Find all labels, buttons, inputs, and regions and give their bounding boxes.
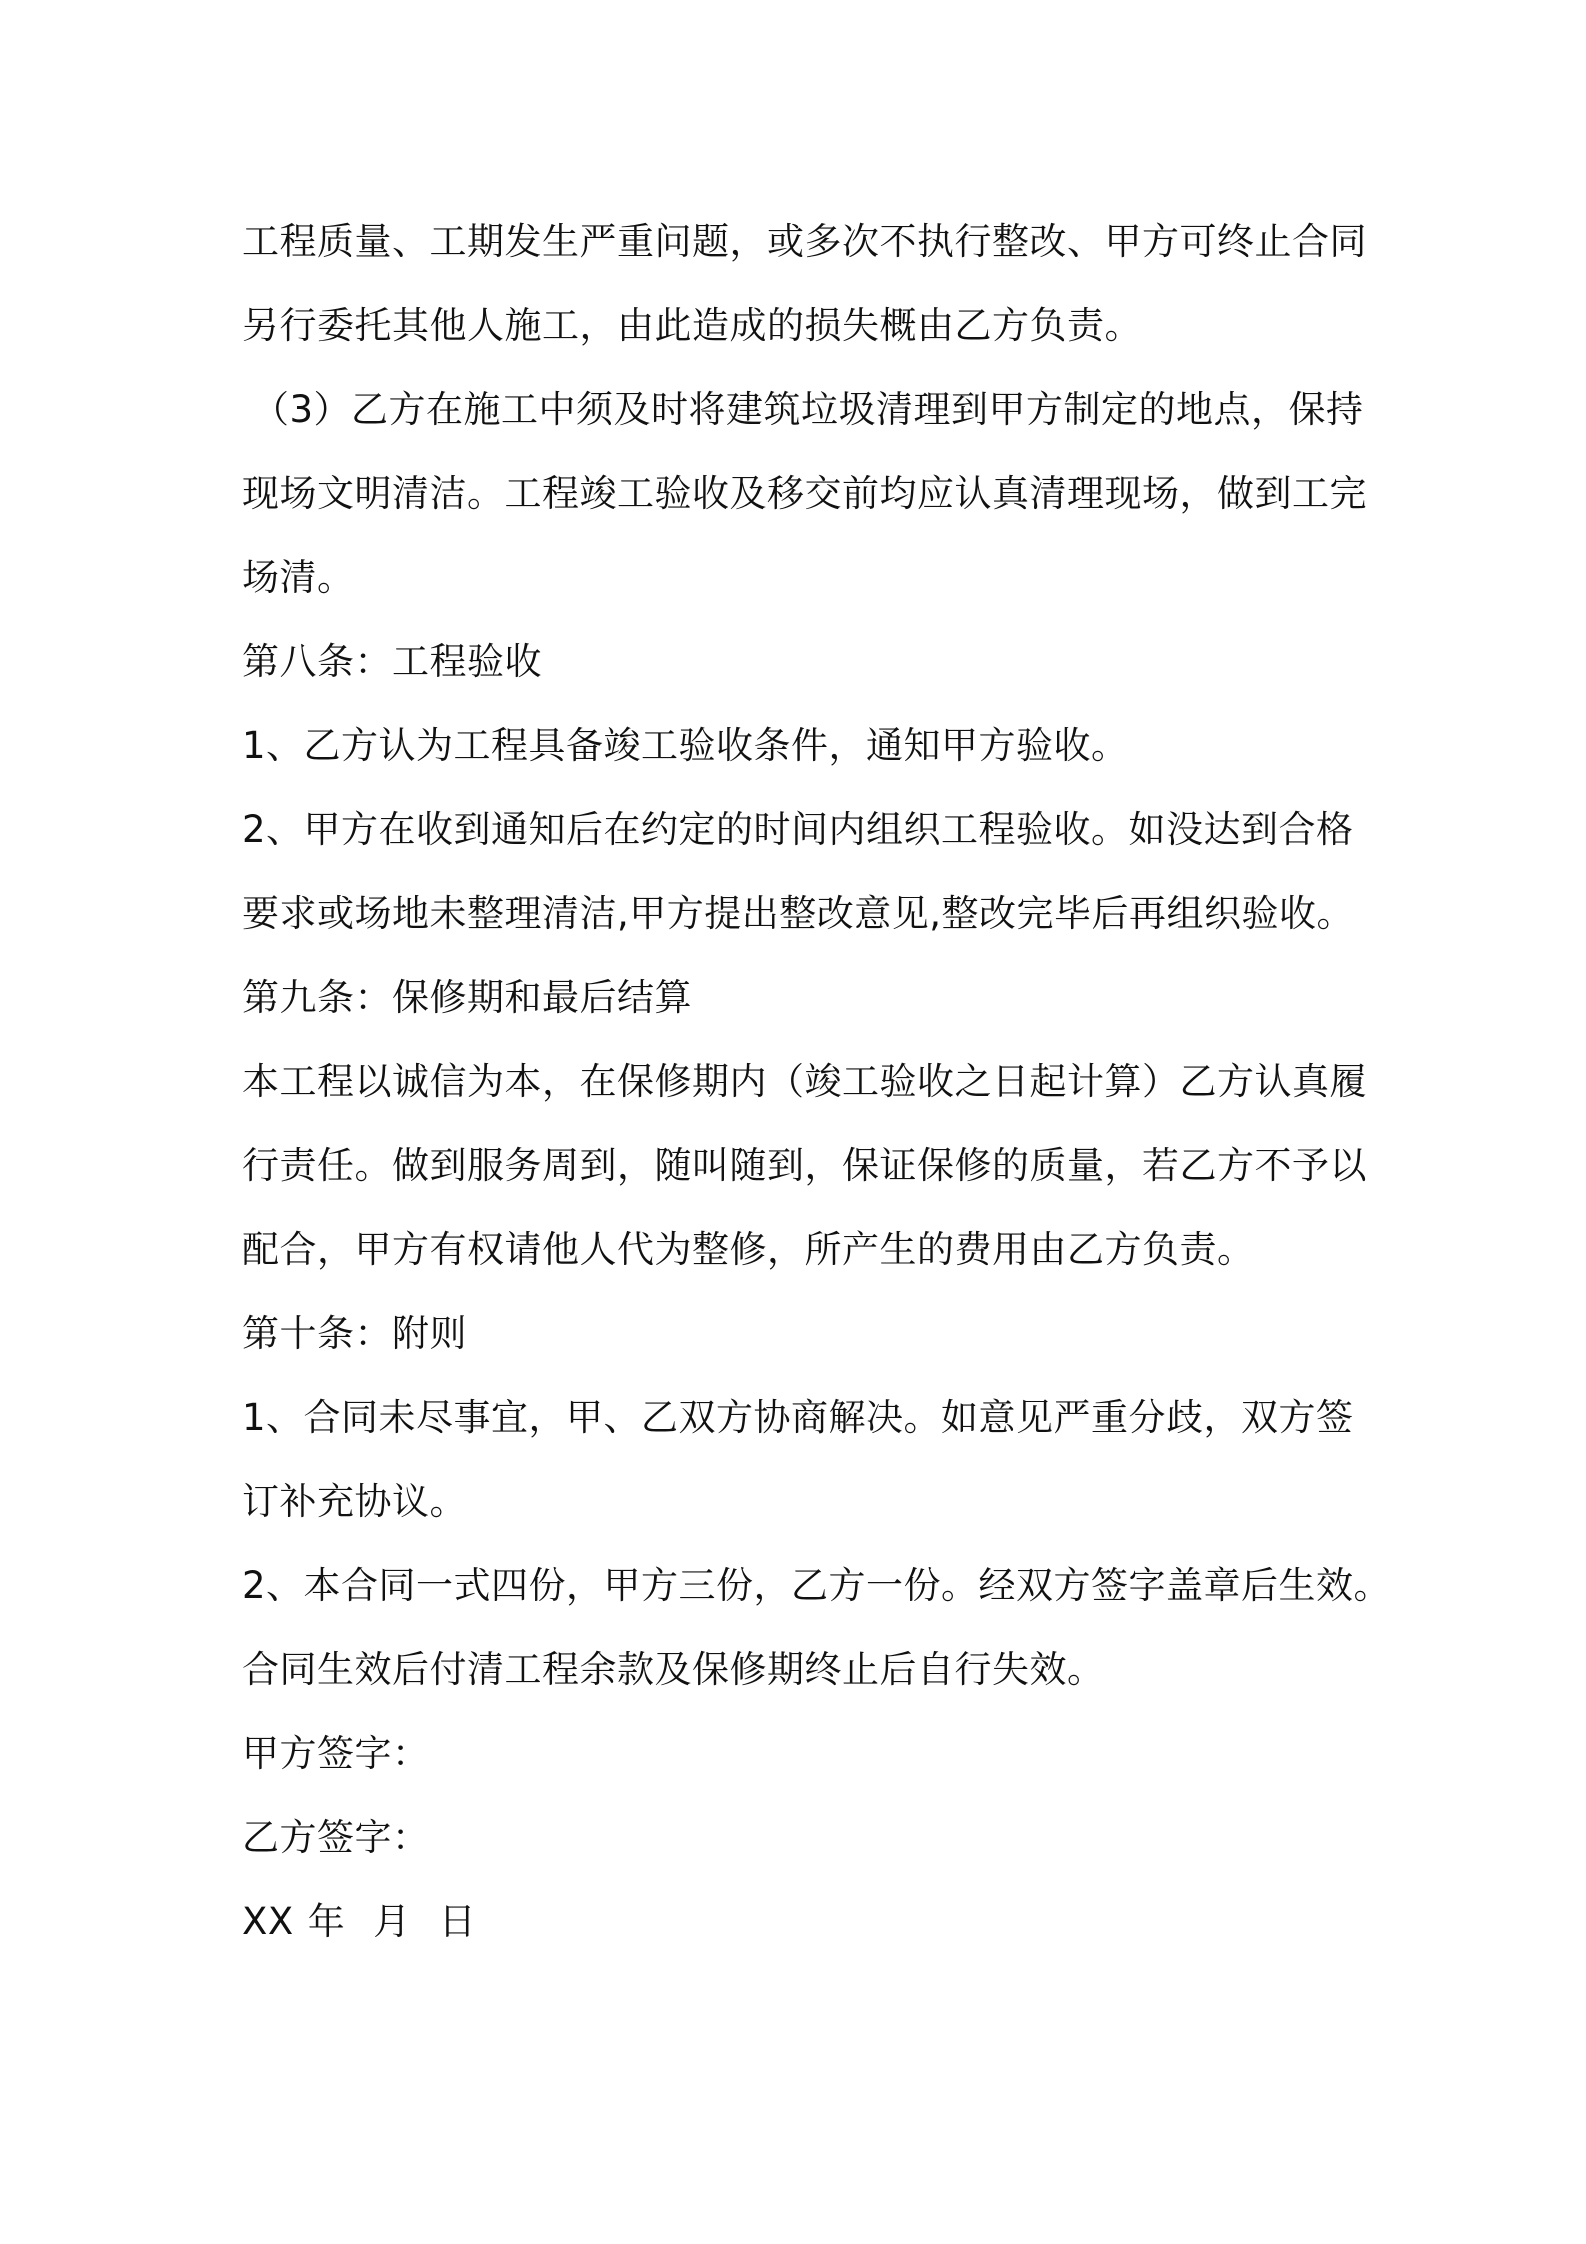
date-year-label: 年 — [307, 1900, 346, 1943]
document-body — [242, 200, 1392, 1964]
paragraph-line: 配合，甲方有权请他人代为整修，所产生的费用由乙方负责。 — [242, 1228, 1255, 1271]
paragraph-line: 要求或场地未整理清洁,甲方提出整改意见,整改完毕后再组织验收。 — [242, 892, 1355, 935]
clause-item: 2、甲方在收到通知后在约定的时间内组织工程验收。如没达到合格 — [242, 808, 1354, 851]
date-month-label: 月 — [373, 1900, 411, 1943]
date-year: XX — [242, 1900, 294, 1943]
section-heading-article-10: 第十条：附则 — [242, 1312, 467, 1355]
paragraph-line: 工程质量、工期发生严重问题，或多次不执行整改、甲方可终止合同 — [242, 220, 1367, 263]
paragraph-line: 合同生效后付清工程余款及保修期终止后自行失效。 — [242, 1648, 1105, 1691]
paragraph-line: 本工程以诚信为本，在保修期内（竣工验收之日起计算）乙方认真履 — [242, 1060, 1367, 1103]
date-day-label: 日 — [438, 1900, 477, 1943]
paragraph-line: 另行委托其他人施工，由此造成的损失概由乙方负责。 — [242, 304, 1142, 347]
party-b-signature-label: 乙方签字： — [242, 1816, 430, 1859]
paragraph-line: 现场文明清洁。工程竣工验收及移交前均应认真清理现场，做到工完 — [242, 472, 1367, 515]
paragraph-line: 行责任。做到服务周到，随叫随到，保证保修的质量，若乙方不予以 — [242, 1144, 1367, 1187]
party-a-signature-label: 甲方签字： — [242, 1732, 430, 1775]
clause-item: 1、乙方认为工程具备竣工验收条件，通知甲方验收。 — [242, 724, 1129, 767]
paragraph-line: （3）乙方在施工中须及时将建筑垃圾清理到甲方制定的地点，保持 — [252, 388, 1364, 431]
paragraph-line: 订补充协议。 — [242, 1480, 467, 1523]
section-heading-article-9: 第九条：保修期和最后结算 — [242, 976, 692, 1019]
section-heading-article-8: 第八条：工程验收 — [242, 640, 542, 683]
clause-item: 2、本合同一式四份，甲方三份，乙方一份。经双方签字盖章后生效。 — [242, 1564, 1392, 1607]
paragraph-line: 场清。 — [242, 556, 355, 599]
signing-date — [242, 1880, 1372, 1964]
clause-item: 1、合同未尽事宜，甲、乙双方协商解决。如意见严重分歧，双方签 — [242, 1396, 1354, 1439]
